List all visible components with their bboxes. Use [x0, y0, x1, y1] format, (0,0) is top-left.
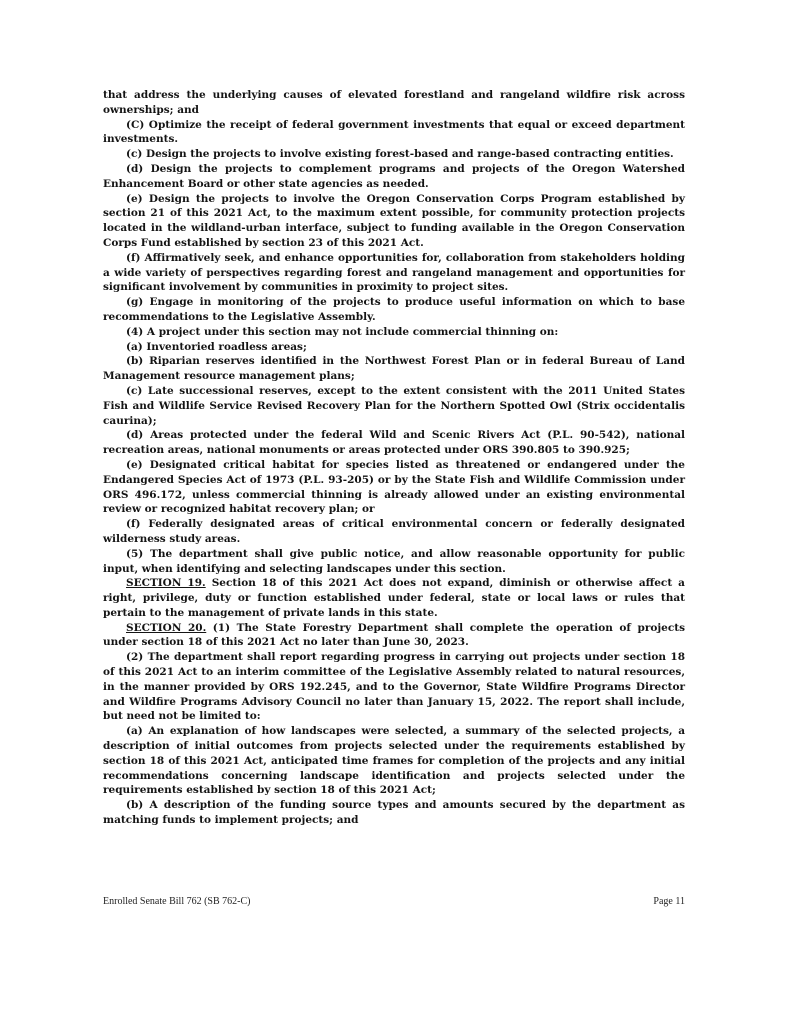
paragraph: (e) Design the projects to involve the Oregon Conservation Corps Program established by section 21 of this 2021 Act, to the maximum extent possible, for community protection projects located in the wildland-urban interface, subject to funding available in the Oregon Conservation Corps Fund established by section 23 of this 2021 Act.	[103, 192, 685, 249]
section-paragraph	[103, 576, 685, 620]
section-text: Section 18 of this 2021 Act does not expand, diminish or otherwise affect a right, privilege, duty or function established under federal, state or local laws or rules that pertain to the management of private lands in this state.	[103, 577, 685, 619]
paragraph: (f) Affirmatively seek, and enhance opportunities for, collaboration from stakeholders holding a wide variety of perspectives regarding forest and rangeland management and opportunities for significant involvement by communities in proximity to project sites.	[103, 251, 685, 294]
paragraph: (5) The department shall give public notice, and allow reasonable opportunity for public input, when identifying and selecting landscapes under this section.	[103, 547, 685, 575]
paragraph: (f) Federally designated areas of critical environmental concern or federally designated wilderness study areas.	[103, 518, 685, 545]
bill-identifier: Enrolled Senate Bill 762 (SB 762-C)	[103, 896, 251, 907]
section-text: (1) The State Forestry Department shall complete the operation of projects under section 18 of this 2021 Act no later than June 30, 2023.	[103, 621, 685, 649]
section-heading: SECTION 19.	[126, 577, 206, 590]
paragraph: (d) Design the projects to complement programs and projects of the Oregon Watershed Enhancement Board or other state agencies as needed.	[103, 162, 685, 190]
section-paragraph	[103, 621, 685, 651]
paragraph: (4) A project under this section may not include commercial thinning on:	[126, 325, 559, 338]
paragraph: (2) The department shall report regarding progress in carrying out projects under section 18 of this 2021 Act to an interim committee of the Legislative Assembly related to natural resources, in the manner provided by ORS 192.245, and to the Governor, State Wildfire Programs Director and Wildfire Programs Advisory Council no later than January 15, 2022. The report shall include, but need not be limited to:	[103, 651, 685, 723]
document-body	[103, 88, 685, 828]
paragraph: (d) Areas protected under the federal Wild and Scenic Rivers Act (P.L. 90-542), national recreation areas, national monuments or areas protected under ORS 390.805 to 390.925;	[103, 429, 685, 457]
paragraph: (c) Design the projects to involve existing forest-based and range-based contracting entities.	[126, 148, 674, 161]
paragraph: (C) Optimize the receipt of federal government investments that equal or exceed department investments.	[103, 118, 685, 146]
paragraph: that address the underlying causes of elevated forestland and rangeland wildfire risk across ownerships; and	[103, 89, 685, 116]
paragraph: (e) Designated critical habitat for species listed as threatened or endangered under the Endangered Species Act of 1973 (P.L. 93-205) or by the State Fish and Wildlife Commission under ORS 496.172, unless commercial thinning is already allowed under an existing environmental review or recognized habitat recovery plan; or	[103, 458, 685, 516]
page-number: Page 11	[653, 896, 685, 907]
paragraph: (b) Riparian reserves identified in the Northwest Forest Plan or in federal Bureau of Land Management resource management plans;	[103, 355, 685, 383]
paragraph: (a) Inventoried roadless areas;	[126, 340, 307, 353]
paragraph: (a) An explanation of how landscapes were selected, a summary of the selected projects, a description of initial outcomes from projects selected under the requirements established by section 18 of this 2021 Act, anticipated time frames for completion of the projects and any initial recommendations concerning landscape identification and projects selected under the requirements established by section 18 of this 2021 Act;	[103, 725, 685, 797]
section-heading: SECTION 20.	[126, 621, 207, 634]
paragraph: (c) Late successional reserves, except to the extent consistent with the 2011 United States Fish and Wildlife Service Revised Recovery Plan for the Northern Spotted Owl (Strix occidentalis caurina);	[103, 384, 685, 427]
paragraph: (g) Engage in monitoring of the projects to produce useful information on which to base recommendations to the Legislative Assembly.	[103, 296, 685, 323]
paragraph: (b) A description of the funding source types and amounts secured by the department as matching funds to implement projects; and	[103, 799, 685, 827]
